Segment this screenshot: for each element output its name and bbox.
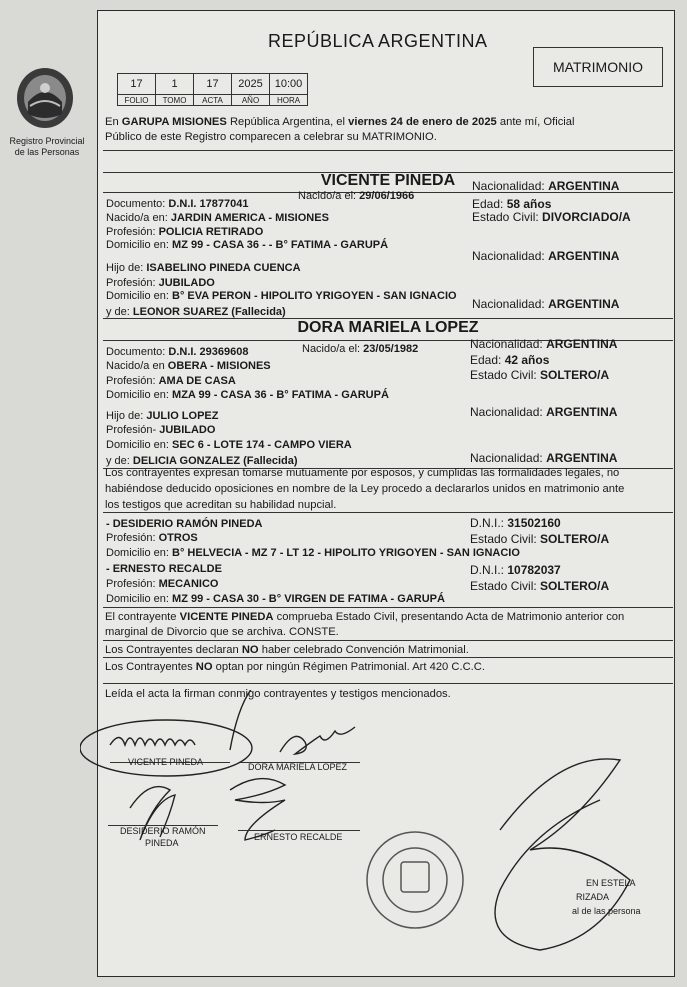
folio-label: FOLIO bbox=[118, 95, 156, 106]
provincial-coat-of-arms-icon bbox=[14, 62, 76, 132]
hora-value: 10:00 bbox=[270, 74, 308, 95]
intro-place: GARUPA MISIONES bbox=[121, 116, 227, 128]
tomo-label: TOMO bbox=[156, 95, 194, 106]
intro-line2: Público de este Registro comparecen a celebrar su MATRIMONIO. bbox=[105, 131, 437, 143]
declaration-line2: habiéndose deducido oposiciones en nombre de la Ley procedo a declararlos unidos en matrimonio ante bbox=[105, 483, 625, 495]
intro-date: viernes 24 de enero de 2025 bbox=[348, 116, 497, 128]
witness1-address: Domicilio en: B° HELVECIA - MZ 7 - LT 12 - HIPOLITO YRIGOYEN - SAN IGNACIO bbox=[106, 547, 520, 559]
bride-mother-nationality: Nacionalidad: ARGENTINA bbox=[470, 451, 618, 465]
anio-label: AÑO bbox=[232, 95, 270, 106]
bride-father: Hijo de: JULIO LOPEZ bbox=[106, 410, 219, 422]
intro-text: República Argentina, el bbox=[226, 116, 349, 128]
bride-address: Domicilio en: MZA 99 - CASA 36 - B° FATIMA - GARUPÁ bbox=[106, 389, 389, 401]
bride-nationality: Nacionalidad: ARGENTINA bbox=[470, 337, 618, 351]
witness2-profession: Profesión: MECANICO bbox=[106, 578, 219, 590]
intro-text: En bbox=[105, 116, 122, 128]
declaration-line3: los testigos que acreditan su habilidad nupcial. bbox=[105, 499, 337, 511]
bride-mother: y de: DELICIA GONZALEZ (Fallecida) bbox=[106, 455, 298, 467]
groom-father-nationality: Nacionalidad: ARGENTINA bbox=[472, 249, 620, 263]
officer-stamp-line1: EN ESTELA bbox=[586, 878, 636, 888]
folio-table bbox=[117, 73, 308, 106]
bride-civil-status: Estado Civil: SOLTERO/A bbox=[470, 368, 610, 382]
registry-line2: de las Personas bbox=[14, 147, 80, 157]
document-type-box: MATRIMONIO bbox=[533, 47, 663, 87]
groom-signature-label: VICENTE PINEDA bbox=[128, 757, 204, 767]
groom-profession: Profesión: POLICIA RETIRADO bbox=[106, 226, 264, 238]
hora-label: HORA bbox=[270, 95, 308, 106]
groom-father: Hijo de: ISABELINO PINEDA CUENCA bbox=[106, 262, 301, 274]
officer-stamp-line3: al de las persona bbox=[572, 906, 641, 916]
witness2-civil-status: Estado Civil: SOLTERO/A bbox=[470, 579, 610, 593]
note-civil-status: El contrayente VICENTE PINEDA comprueba Estado Civil, presentando Acta de Matrimonio anterior con bbox=[105, 611, 625, 623]
groom-age: Edad: 58 años bbox=[472, 197, 552, 211]
groom-civil-status: Estado Civil: DIVORCIADO/A bbox=[472, 210, 631, 224]
groom-mother: y de: LEONOR SUAREZ (Fallecida) bbox=[106, 306, 286, 318]
witness1-signature-label-l1: DESIDERIO RAMÓN bbox=[120, 826, 206, 836]
groom-address: Domicilio en: MZ 99 - CASA 36 - - B° FATIMA - GARUPÁ bbox=[106, 239, 389, 251]
note-patrimonial-regime: Los Contrayentes NO optan por ningún Régimen Patrimonial. Art 420 C.C.C. bbox=[105, 661, 485, 673]
acta-label: ACTA bbox=[194, 95, 232, 106]
anio-value: 2025 bbox=[232, 74, 270, 95]
groom-birthplace: Nacido/a en: JARDIN AMERICA - MISIONES bbox=[106, 212, 329, 224]
registry-name bbox=[2, 136, 92, 158]
bride-birthplace: Nacido/a en OBERA - MISIONES bbox=[106, 360, 271, 372]
witness1-name: - DESIDERIO RAMÓN PINEDA bbox=[106, 518, 263, 530]
groom-mother-nationality: Nacionalidad: ARGENTINA bbox=[472, 297, 620, 311]
witness2-address: Domicilio en: MZ 99 - CASA 30 - B° VIRGEN DE FATIMA - GARUPÁ bbox=[106, 593, 445, 605]
bride-profession: Profesión: AMA DE CASA bbox=[106, 375, 236, 387]
groom-father-profession: Profesión: JUBILADO bbox=[106, 277, 215, 289]
document-title: REPÚBLICA ARGENTINA bbox=[268, 31, 488, 51]
bride-signature-label: DORA MARIELA LOPEZ bbox=[248, 762, 348, 772]
witness1-civil-status: Estado Civil: SOLTERO/A bbox=[470, 532, 610, 546]
groom-birthdate: Nacido/a el: 29/06/1966 bbox=[298, 190, 415, 202]
bride-father-nationality: Nacionalidad: ARGENTINA bbox=[470, 405, 618, 419]
witness1-dni: D.N.I.: 31502160 bbox=[470, 516, 561, 530]
groom-document: Documento: D.N.I. 17877041 bbox=[106, 198, 249, 210]
witness1-signature-label-l2: PINEDA bbox=[145, 838, 179, 848]
bride-document: Documento: D.N.I. 29369608 bbox=[106, 346, 249, 358]
note-civil-status-line2: marginal de Divorcio que se archiva. CONSTE. bbox=[105, 626, 339, 638]
bride-father-profession: Profesión- JUBILADO bbox=[106, 424, 216, 436]
witness2-signature-label: ERNESTO RECALDE bbox=[254, 832, 343, 842]
bride-age: Edad: 42 años bbox=[470, 353, 550, 367]
bride-father-address: Domicilio en: SEC 6 - LOTE 174 - CAMPO VIERA bbox=[106, 439, 352, 451]
witness1-profession: Profesión: OTROS bbox=[106, 532, 198, 544]
intro-line1 bbox=[105, 115, 671, 130]
declaration-line1: Los contrayentes expresan tomarse mutuamente por esposos, y cumplidas las formalidades legales, no bbox=[105, 467, 620, 479]
registry-line1: Registro Provincial bbox=[9, 136, 85, 146]
witness2-name: - ERNESTO RECALDE bbox=[106, 563, 222, 575]
closing-statement: Leída el acta la firman conmigo contrayentes y testigos mencionados. bbox=[105, 688, 451, 700]
groom-name-heading: VICENTE PINEDA bbox=[320, 172, 456, 189]
groom-father-address: Domicilio en: B° EVA PERON - HIPOLITO YRIGOYEN - SAN IGNACIO bbox=[106, 290, 457, 302]
intro-text: ante mí, Oficial bbox=[496, 116, 575, 128]
witness2-dni: D.N.I.: 10782037 bbox=[470, 563, 561, 577]
tomo-value: 1 bbox=[156, 74, 194, 95]
acta-value: 17 bbox=[194, 74, 232, 95]
bride-name-heading: DORA MARIELA LOPEZ bbox=[297, 319, 479, 336]
folio-value: 17 bbox=[118, 74, 156, 95]
officer-stamp-line2: RIZADA bbox=[576, 892, 610, 902]
bride-birthdate: Nacido/a el: 23/05/1982 bbox=[302, 343, 419, 355]
note-convention: Los Contrayentes declaran NO haber celebrado Convención Matrimonial. bbox=[105, 644, 469, 656]
groom-nationality: Nacionalidad: ARGENTINA bbox=[472, 179, 620, 193]
